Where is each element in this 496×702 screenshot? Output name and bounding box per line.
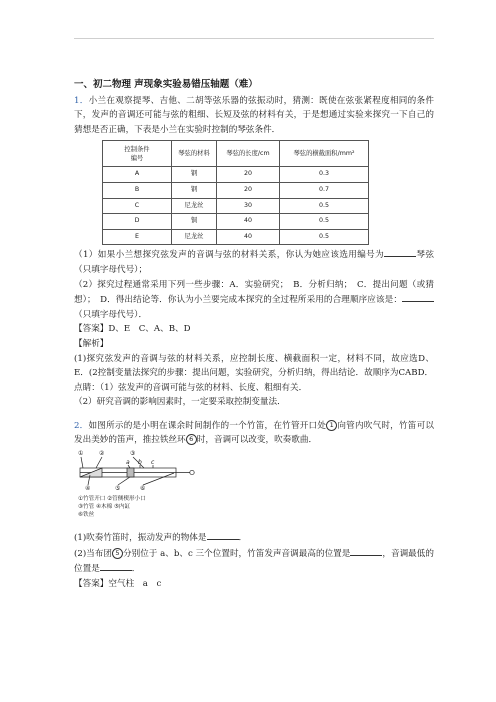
q1-sub1 [74, 247, 434, 277]
table-header-cell [103, 141, 172, 167]
q1-analysis: (1)探究弦发声的音调与弦的材料关系，应控制长度、横截面积一定，材料不同，故应选D、E．(2控制变量法探究的步骤：提出问题，实验研究，分析归纳，得出结论．故顺序为CABD． [74, 353, 434, 379]
label-a: a [126, 459, 130, 467]
document-body [74, 78, 434, 591]
q1-number: 1． [74, 95, 89, 106]
label-b: b [138, 459, 142, 467]
table-cell: 0.5 [280, 229, 369, 245]
header-text: 控制条件 编号 [124, 145, 150, 162]
q2-sub1-text: (1)吹奏竹笛时，振动发声的物体是 [74, 533, 207, 544]
legend-line-1: ①竹管开口 ②管侧楔形小口 [78, 496, 146, 503]
table-cell: 钢 [172, 182, 217, 198]
q2-sub2-tail: ． [131, 564, 141, 575]
table-header-cell: 琴弦的材料 [172, 141, 217, 167]
table-header-row [103, 141, 369, 167]
table-cell: 尼龙丝 [172, 198, 217, 214]
table-cell: 0.3 [280, 167, 369, 183]
table-row [103, 198, 369, 214]
label-6: ⑥ [140, 485, 146, 493]
table-cell: 20 [217, 182, 280, 198]
cloth-ball [127, 468, 134, 477]
section-title: 一、初二物理 声现象实验易错压轴题（难） [74, 79, 258, 90]
q1-comment-2: （2）研究音调的影响因素时，一定要采取控制变量法． [74, 397, 286, 408]
table-cell: E [103, 229, 172, 245]
answer-blank[interactable] [350, 546, 382, 556]
table-row [103, 214, 369, 230]
table-cell: 0.5 [280, 198, 369, 214]
q1-intro [74, 94, 434, 138]
table-cell: C [103, 198, 172, 214]
q2-intro-text-3: 时，音调可以改变，吹奏歌曲． [196, 435, 318, 446]
bamboo-flute-figure [74, 449, 204, 529]
table-cell: 钢 [172, 167, 217, 183]
q2-sub1-tail: ． [238, 533, 248, 544]
table-cell: D [103, 214, 172, 230]
q2-intro-text: 如图所示的是小明在课余时间制作的一个竹笛，在竹管开口处 [88, 420, 327, 431]
q1-answer: 【答案】D、E C、A、B、D [74, 324, 191, 335]
answer-blank[interactable] [402, 292, 434, 302]
table-cell: 0.5 [280, 214, 369, 230]
q1-sub1-text: （1）如果小兰想探究弦发声的音调与弦的材料关系，你认为她应该选用编号为 [74, 250, 385, 261]
q2-sub1 [74, 530, 434, 546]
answer-blank[interactable] [384, 247, 416, 257]
table-header-cell: 琴弦的长度/cm [217, 141, 280, 167]
label-1: ① [78, 450, 84, 458]
table-cell: 40 [217, 214, 280, 230]
marker-6: 6 [186, 434, 197, 445]
table-cell: 0.7 [280, 182, 369, 198]
string-conditions-table [102, 140, 369, 245]
table-cell: 20 [217, 167, 280, 183]
label-5: ⑤ [115, 485, 121, 493]
table-cell: A [103, 167, 172, 183]
q1-sub2-tail: （只填字母代号）． [74, 309, 148, 320]
marker-1: 1 [326, 420, 337, 431]
legend-line-2: ③竹管 ④木棉 ⑤内缸 [78, 504, 131, 511]
q2-intro [74, 419, 434, 448]
table-cell: 铜 [172, 214, 217, 230]
table-row [103, 182, 369, 198]
q1-sub1-tail: 琴弦（只填字母代号）； [74, 250, 434, 275]
q2-number: 2． [74, 420, 89, 431]
table-cell: B [103, 182, 172, 198]
header-rule [74, 38, 434, 39]
q2-sub2-text-3: ，音调最低的位置是 [74, 548, 434, 575]
marker-5: 5 [112, 548, 123, 559]
label-c: c [151, 459, 155, 467]
q1-analysis-label: 【解析】 [74, 338, 109, 349]
q2-sub2-text-2: 分别位于 a、b、c 三个位置时，竹笛发声音调最高的位置是 [123, 548, 351, 559]
legend-line-3: ⑥铁丝 [78, 512, 95, 519]
q1-sub2 [74, 278, 434, 323]
table-cell: 尼龙丝 [172, 229, 217, 245]
table-header-cell: 琴弦的横截面积/mm² [280, 141, 369, 167]
table-row [103, 229, 369, 245]
label-2: ② [99, 450, 105, 458]
q1-sub2-text: （2）探究过程通常采用下列一些步骤：A．实验研究； B．分析归纳； C．提出问题（或猜想）； D．得出结论等．你认为小兰要完成本探究的全过程所采用的合理顺序应该是： [74, 279, 434, 306]
table-row [103, 167, 369, 183]
wire-ring [190, 470, 194, 474]
label-4: ④ [85, 485, 91, 493]
q2-intro-text-2: 向管内吹气时，竹笛可以发出美妙的笛声，推拉铁丝环 [74, 420, 434, 446]
table-cell: 30 [217, 198, 280, 214]
q2-sub2-text: (2)当布团 [74, 548, 112, 559]
q1-intro-text: 小兰在观察提琴、吉他、二胡等弦乐器的弦振动时，猜测：既使在弦张紧程度相同的条件下，发声的音调还可能与弦的粗细、长短及弦的材料有关，于是想通过实验来探究一下自己的猜想是否正确，下表是小兰在实验时控制的琴弦条件． [74, 95, 434, 135]
answer-blank[interactable] [207, 530, 239, 540]
q1-comment-1: 点睛：（1）弦发声的音调可能与弦的材料、长度、粗细有关． [74, 382, 308, 393]
q2-sub2 [74, 546, 434, 577]
table-cell: 40 [217, 229, 280, 245]
label-3: ③ [130, 450, 136, 458]
q2-answer: 【答案】空气柱 a c [74, 578, 162, 589]
answer-blank[interactable] [100, 561, 132, 571]
